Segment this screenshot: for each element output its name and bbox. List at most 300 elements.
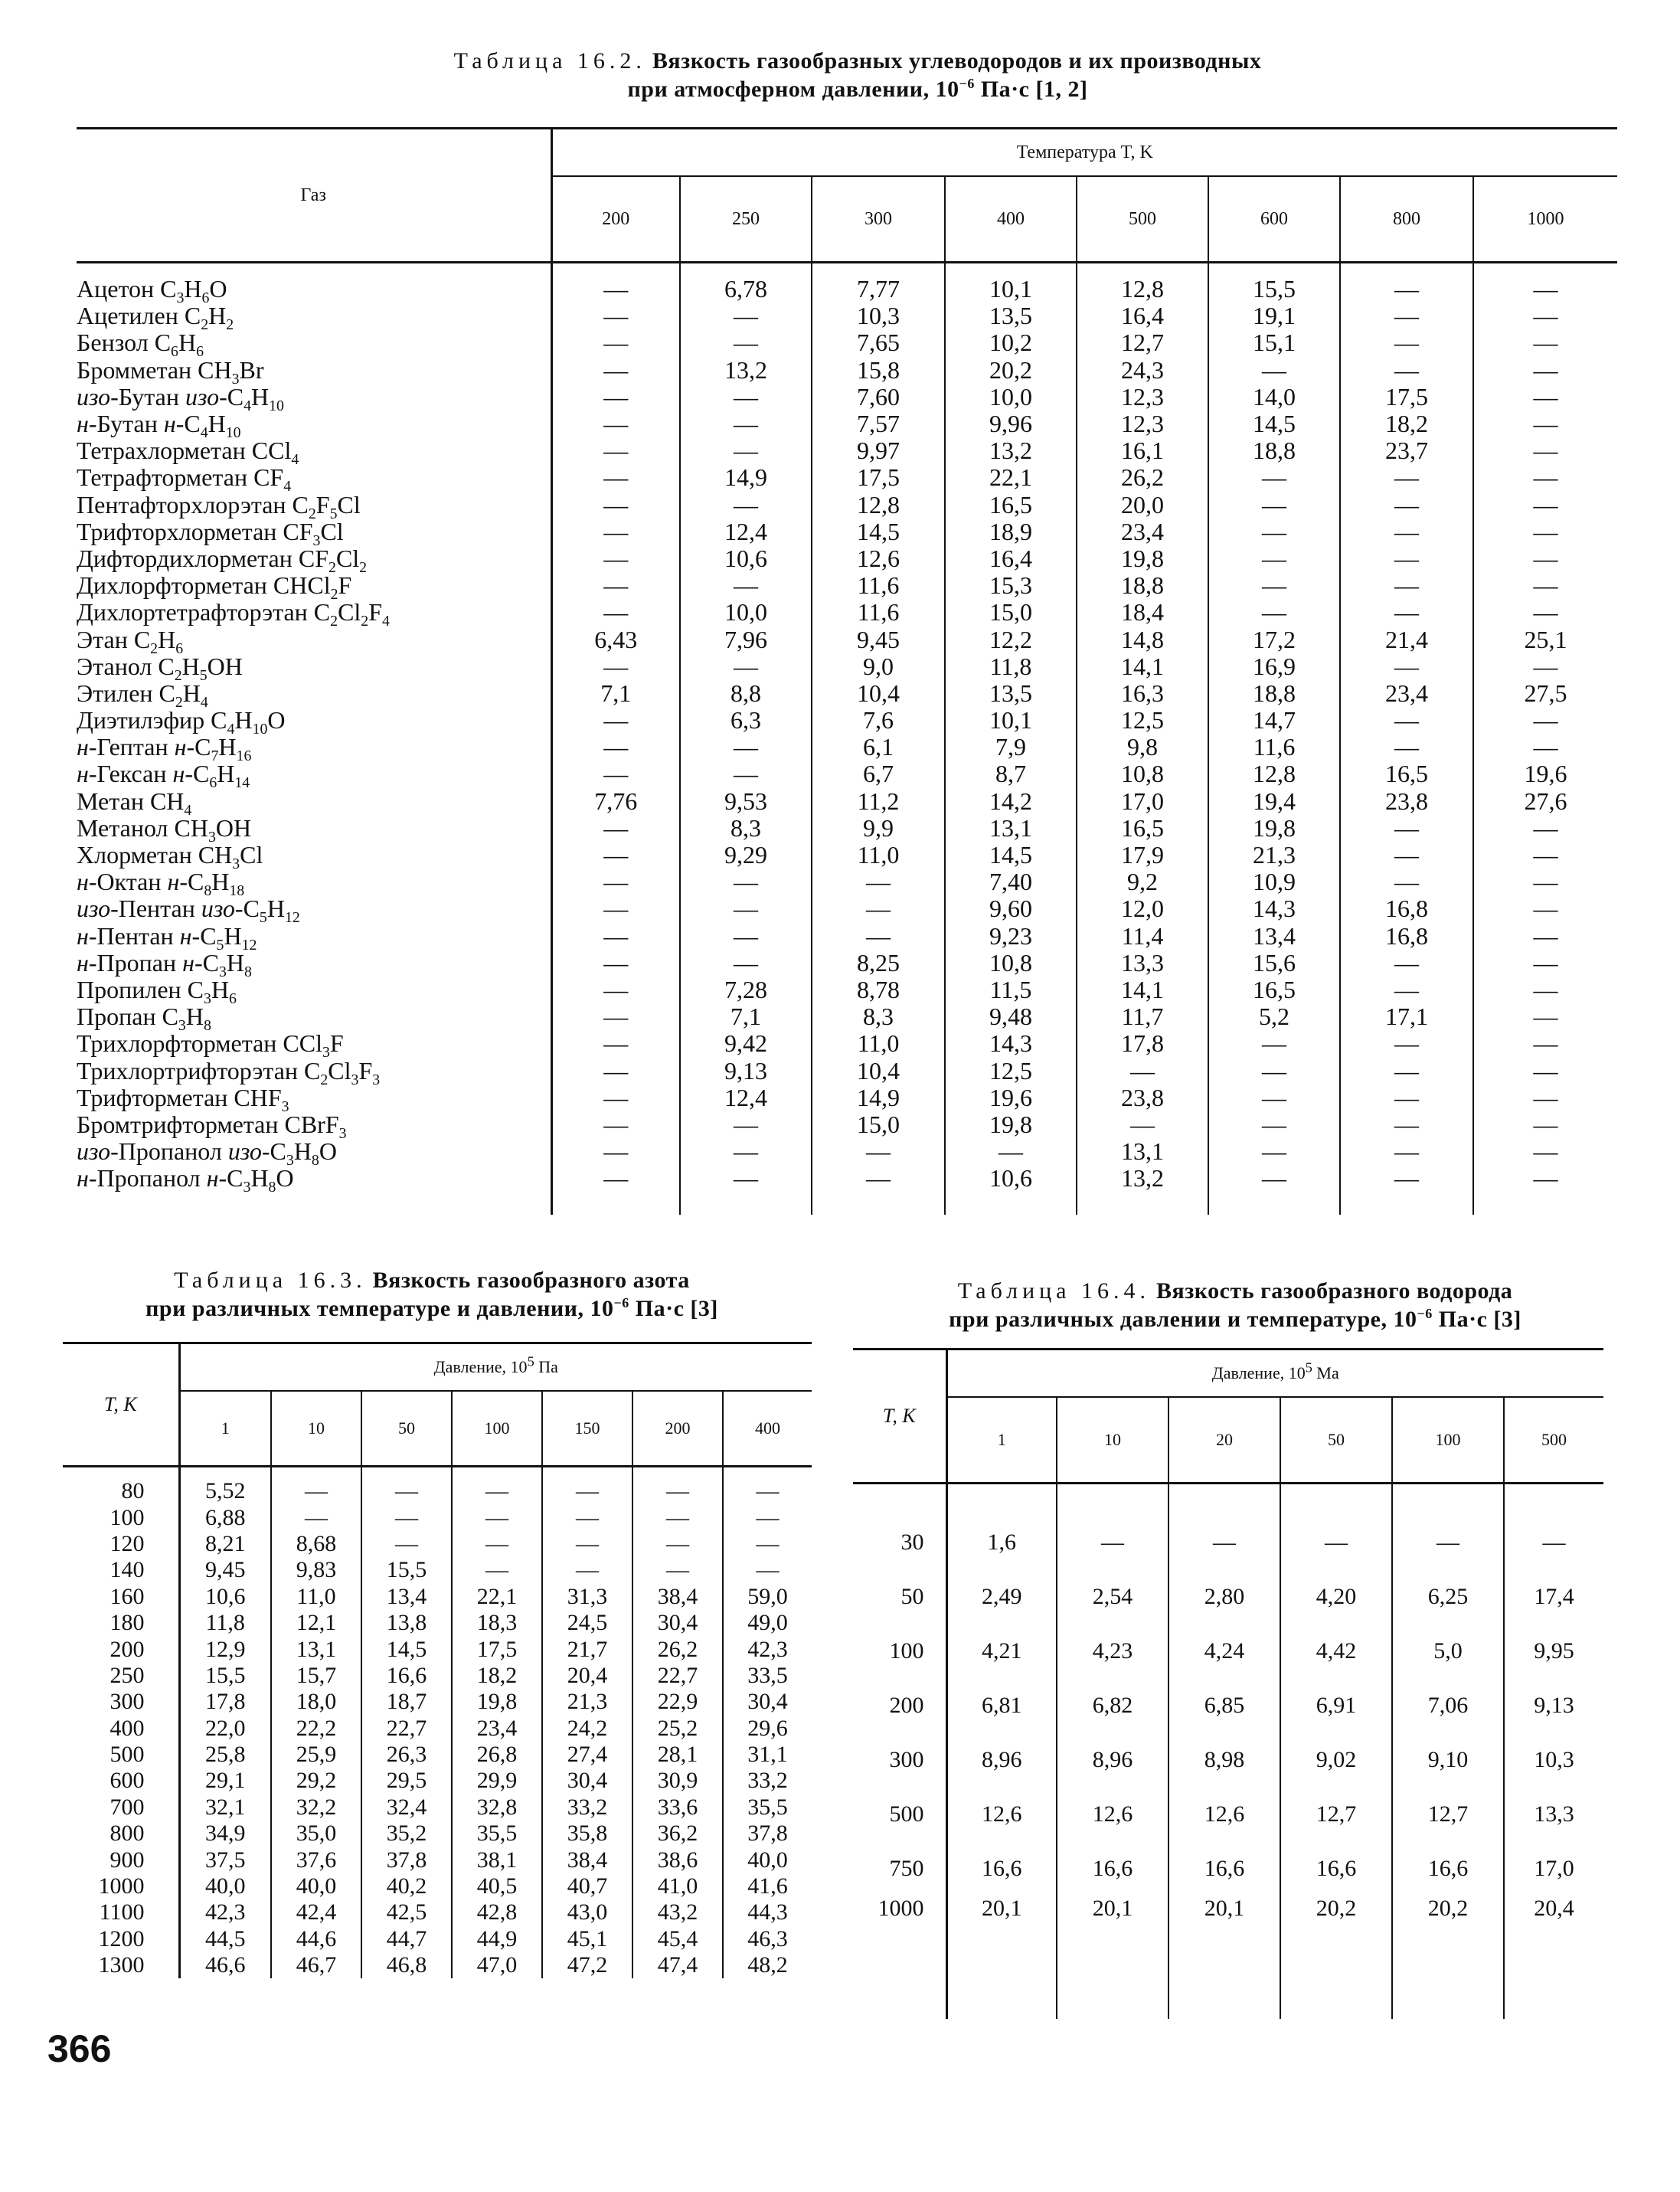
viscosity-value: 12,7 [1077,329,1208,356]
viscosity-value: 43,0 [542,1899,632,1925]
viscosity-value: 10,0 [945,384,1077,411]
gas-name-part: 2 [361,613,369,630]
viscosity-value: 21,3 [1208,842,1340,869]
viscosity-value: — [551,653,680,680]
viscosity-value: — [1533,841,1558,869]
viscosity-value: 14,5 [361,1636,452,1662]
viscosity-value: 28,1 [632,1742,723,1768]
viscosity-value: 22,7 [361,1716,452,1742]
viscosity-value: — [1533,1164,1558,1193]
gas-column-header: Газ [77,129,551,263]
viscosity-value: 8,98 [1168,1732,1280,1787]
viscosity-value: 1,6 [946,1484,1057,1570]
gas-name-part: 4 [244,397,251,414]
viscosity-value: 44,7 [361,1926,452,1952]
gas-name-part: н [77,760,89,788]
viscosity-value: 40,0 [271,1873,361,1899]
viscosity-value: — [551,545,680,572]
viscosity-value: 32,1 [179,1794,271,1821]
gas-name [77,975,551,1007]
viscosity-value: — [1340,707,1473,734]
viscosity-value: — [551,950,680,977]
table-row [77,1111,1617,1138]
viscosity-value: 29,2 [271,1768,361,1794]
viscosity-value: 40,0 [179,1873,271,1899]
viscosity-value: — [1208,357,1340,384]
viscosity-value: — [1340,303,1473,329]
viscosity-value: 16,8 [1340,895,1473,922]
gas-name-part: 5 [259,909,267,927]
viscosity-value: 47,4 [632,1952,723,1978]
table-row [77,599,1617,626]
table-row [77,411,1617,437]
temperature-value: 700 [63,1794,179,1821]
table-row [77,761,1617,787]
viscosity-value: — [1533,1003,1558,1031]
viscosity-value: 9,2 [1077,869,1208,895]
gas-name-part: 2 [174,666,182,684]
gas-name-part: O [319,1137,337,1166]
viscosity-value: 12,4 [680,1085,812,1111]
table-row [77,923,1617,950]
gas-name-part: 2 [320,1071,328,1088]
gas-name-part: Дихлорфторметан CHCl [77,571,331,600]
gas-name-part: H [211,868,230,896]
viscosity-value: 12,7 [1392,1787,1504,1841]
temperature-value: 500 [63,1742,179,1768]
pressure-header: 10 [271,1391,361,1467]
gas-name-part: 8 [204,882,212,900]
viscosity-value: — [1208,1165,1340,1215]
gas-name-part: H [211,975,230,1003]
viscosity-value: 10,3 [812,303,945,329]
viscosity-value: 25,2 [632,1716,723,1742]
gas-name-part: Диэтилэфир C [77,706,227,734]
temperature-header: 600 [1208,176,1340,263]
viscosity-value: 11,6 [812,572,945,599]
viscosity-value: — [1533,921,1558,950]
viscosity-value: 46,7 [271,1952,361,1978]
gas-name-part: н [182,948,194,977]
pressure-header: 100 [1392,1397,1504,1484]
viscosity-value: 23,7 [1340,437,1473,464]
gas-name-part: -C [179,868,204,896]
caption-label: Таблица 16.4. [957,1278,1150,1304]
viscosity-value: 13,1 [271,1636,361,1662]
viscosity-value: — [551,519,680,545]
gas-name-part: 3 [243,1179,251,1196]
gas-name-part: 3 [178,1017,186,1035]
viscosity-value: 41,6 [747,1873,788,1899]
viscosity-value: — [680,1138,812,1165]
viscosity-value: 37,8 [361,1847,452,1873]
gas-name-part: H [182,679,201,707]
viscosity-value: 13,4 [1208,923,1340,950]
viscosity-value: 15,0 [812,1111,945,1138]
table-row [77,492,1617,519]
viscosity-value: — [551,1138,680,1165]
gas-name [77,410,551,441]
viscosity-value: — [1340,572,1473,599]
viscosity-value: 22,2 [271,1716,361,1742]
viscosity-value: 20,4 [542,1663,632,1689]
viscosity-value: 17,2 [1208,626,1340,653]
gas-name [77,1165,551,1215]
viscosity-value: 18,7 [361,1689,452,1715]
viscosity-value: 25,9 [271,1742,361,1768]
gas-name-part: -Бутан [88,410,164,438]
temperature-header: 800 [1340,176,1473,263]
viscosity-value: 25,8 [179,1742,271,1768]
viscosity-value: 20,1 [946,1896,1057,2019]
gas-name-part: 2 [308,505,316,522]
viscosity-value: — [1533,598,1558,627]
viscosity-value: 33,5 [747,1662,788,1688]
viscosity-value: — [551,923,680,950]
viscosity-value: — [1340,329,1473,356]
viscosity-value: — [1077,1057,1208,1084]
viscosity-value: — [756,1530,780,1556]
table-row [63,1504,812,1530]
viscosity-value: 30,4 [747,1689,788,1715]
viscosity-value: — [680,384,812,411]
viscosity-value: — [1533,1029,1558,1058]
pressure-header: 50 [1280,1397,1392,1484]
gas-name-part: -Пропанол [88,1164,207,1193]
viscosity-value: — [632,1504,723,1530]
viscosity-value: 17,0 [1077,788,1208,815]
gas-name-part: -C [191,921,217,950]
temperature-value: 180 [63,1610,179,1636]
viscosity-value: 11,8 [945,653,1077,680]
viscosity-value: — [271,1467,361,1505]
viscosity-value: 38,1 [452,1847,542,1873]
gas-name-part: -C [175,410,201,438]
gas-name-part: 3 [338,1124,347,1142]
viscosity-value: 5,2 [1208,1003,1340,1030]
viscosity-value: 9,10 [1392,1732,1504,1787]
viscosity-value: 14,3 [945,1030,1077,1057]
viscosity-value: 9,48 [945,1003,1077,1030]
table-row [77,464,1617,491]
gas-name-part: Cl [328,1056,351,1085]
viscosity-value: — [551,303,680,329]
viscosity-value: 12,9 [179,1636,271,1662]
gas-name-part: O [276,1164,294,1193]
gas-name-part: H [293,1137,312,1166]
gas-name-part: 12 [284,909,300,927]
gas-name-part: 3 [322,1044,330,1062]
gas-name-part: н [206,1164,219,1193]
viscosity-value: 16,3 [1077,680,1208,707]
pressure-header: 10 [1057,1397,1168,1484]
gas-name-part: F [368,598,383,627]
gas-name [77,437,551,469]
viscosity-value: 32,2 [271,1794,361,1821]
viscosity-value: — [1340,519,1473,545]
viscosity-value: — [452,1557,542,1583]
gas-name-part: -Пропанол [110,1137,228,1166]
viscosity-value: 22,7 [632,1663,723,1689]
viscosity-value: 7,9 [945,734,1077,761]
viscosity-value: 44,5 [179,1926,271,1952]
viscosity-value: 37,6 [271,1847,361,1873]
viscosity-value: 12,6 [1057,1787,1168,1841]
viscosity-value: 27,5 [1524,679,1567,707]
viscosity-value: 12,6 [1168,1787,1280,1841]
viscosity-value: 9,96 [945,411,1077,437]
pressure-header: 200 [632,1391,723,1467]
gas-name [77,517,551,549]
table-16-3-nitrogen-viscosity [63,1342,812,1978]
gas-name-part: OH [215,813,252,842]
viscosity-value: 40,5 [452,1873,542,1899]
table-row [77,680,1617,707]
viscosity-value: 35,5 [747,1794,788,1820]
table-16-2-caption [337,47,1378,103]
viscosity-value: 6,82 [1057,1678,1168,1732]
gas-name-part: н [163,410,176,438]
viscosity-value: — [680,653,812,680]
viscosity-value: 10,4 [812,680,945,707]
viscosity-value: — [1340,599,1473,626]
table-row [77,1057,1617,1084]
viscosity-value: 14,1 [1077,977,1208,1003]
viscosity-value: — [551,1003,680,1030]
viscosity-value: — [1340,950,1473,977]
viscosity-value: — [1340,977,1473,1003]
viscosity-value: — [1533,544,1558,572]
gas-name-part: 8 [203,1017,211,1035]
viscosity-value: 7,1 [551,680,680,707]
table-row [77,572,1617,599]
viscosity-value: — [1340,263,1473,303]
table-row [77,1085,1617,1111]
viscosity-value: — [1340,464,1473,491]
gas-name-part: H [234,706,253,734]
viscosity-value: 20,1 [1057,1896,1168,2019]
viscosity-value: 25,1 [1524,625,1567,653]
gas-name-part: H [217,760,235,788]
viscosity-value: 46,8 [361,1952,452,1978]
gas-name-part: н [174,733,187,761]
viscosity-value: 13,5 [945,680,1077,707]
table-row [63,1821,812,1847]
viscosity-value: 6,3 [680,707,812,734]
viscosity-value: — [632,1467,723,1505]
viscosity-value: — [551,464,680,491]
viscosity-value: 13,3 [1077,950,1208,977]
viscosity-value: 15,0 [945,599,1077,626]
gas-name-part: Бензол C [77,329,172,357]
viscosity-value: — [1340,1111,1473,1138]
temperature-value: 1200 [63,1926,179,1952]
gas-name [77,1137,551,1170]
viscosity-value: — [452,1467,542,1505]
viscosity-value: 42,8 [452,1899,542,1925]
pressure-header: 100 [452,1391,542,1467]
viscosity-value: 14,9 [812,1085,945,1111]
viscosity-value: 8,21 [179,1531,271,1557]
viscosity-value: 7,65 [812,329,945,356]
viscosity-value: — [1280,1484,1392,1570]
viscosity-value: — [812,1165,945,1215]
gas-name-part: -Гексан [88,760,173,788]
viscosity-value: 45,1 [542,1926,632,1952]
viscosity-value: 22,9 [632,1689,723,1715]
viscosity-value: 29,6 [747,1715,788,1741]
gas-name-part: 5 [329,505,338,522]
gas-name-part: 18 [229,882,245,900]
viscosity-value: — [1533,706,1558,734]
gas-name [77,895,551,927]
table-row [63,1899,812,1925]
gas-name [77,679,551,711]
viscosity-value: — [1340,815,1473,842]
viscosity-value: — [1533,948,1558,977]
gas-name-part: 2 [330,613,338,630]
viscosity-value: 16,6 [1280,1841,1392,1896]
viscosity-value: 11,6 [1208,734,1340,761]
gas-name [77,625,551,657]
gas-name-part: 10 [225,424,241,441]
viscosity-value: — [680,869,812,895]
table-row [63,1584,812,1610]
viscosity-value: 44,6 [271,1926,361,1952]
gas-name-part: Бромметан CH [77,355,232,384]
viscosity-value: — [551,492,680,519]
viscosity-value: 13,8 [361,1610,452,1636]
gas-name-part: Пропан C [77,1003,178,1031]
viscosity-value: — [551,437,680,464]
viscosity-value: 27,6 [1524,787,1567,815]
gas-name-part: 2 [330,586,338,604]
viscosity-value: — [551,263,680,303]
temperature-value: 100 [853,1624,946,1678]
viscosity-value: 9,83 [271,1557,361,1583]
viscosity-value: 19,6 [945,1085,1077,1111]
viscosity-value: — [452,1531,542,1557]
viscosity-value: — [1340,842,1473,869]
viscosity-value: 21,3 [542,1689,632,1715]
viscosity-value: 7,6 [812,707,945,734]
caption-title: Вязкость газообразного азота [372,1268,690,1293]
temperature-value: 400 [63,1716,179,1742]
viscosity-value: — [756,1504,780,1530]
viscosity-value: 42,3 [747,1636,788,1662]
viscosity-value: 9,8 [1077,734,1208,761]
viscosity-value: — [1208,1138,1340,1165]
gas-name-part: H [218,733,237,761]
viscosity-value: 8,7 [945,761,1077,787]
viscosity-value: — [551,1165,680,1215]
viscosity-value: 6,78 [680,263,812,303]
viscosity-value: 16,5 [945,492,1077,519]
gas-name [77,1083,551,1115]
gas-name-part: 14 [234,774,250,792]
gas-name-part: н [167,868,180,896]
gas-name-part: 4 [291,451,299,469]
viscosity-value: 17,0 [1534,1855,1574,1881]
gas-name-part: 6 [229,990,237,1007]
viscosity-value: — [1533,329,1558,357]
viscosity-value: 16,5 [1208,977,1340,1003]
gas-name-part: -C [218,1164,244,1193]
gas-name-part: Cl [335,544,360,572]
gas-name-part: 5 [216,936,224,954]
viscosity-value: — [680,895,812,922]
table-row [77,384,1617,411]
viscosity-value: — [1533,410,1558,438]
temperature-header: 200 [551,176,680,263]
table-16-4-body [853,1484,1603,2020]
table-row [77,815,1617,842]
t-column-header: T, K [853,1350,946,1484]
viscosity-value: — [551,572,680,599]
viscosity-value: 35,0 [271,1821,361,1847]
gas-name [77,329,551,361]
viscosity-value: 21,4 [1340,626,1473,653]
gas-name-part: -Гептан [88,733,175,761]
viscosity-value: 9,45 [812,626,945,653]
gas-name [77,652,551,684]
viscosity-value: 19,4 [1208,788,1340,815]
viscosity-value: 9,42 [680,1030,812,1057]
temperature-value: 250 [63,1663,179,1689]
viscosity-value: 26,2 [1077,464,1208,491]
viscosity-value: 40,0 [747,1847,788,1873]
viscosity-value: — [551,734,680,761]
viscosity-value: — [632,1531,723,1557]
viscosity-value: — [1340,545,1473,572]
viscosity-value: 6,25 [1392,1569,1504,1624]
gas-name-part: H [185,1003,204,1031]
gas-name-part: Cl [337,490,361,519]
viscosity-value: 8,78 [812,977,945,1003]
viscosity-value: 15,1 [1208,329,1340,356]
viscosity-value: 8,68 [271,1531,361,1557]
gas-name-part: H [181,652,200,680]
table-row [77,734,1617,761]
gas-name-part: Этанол C [77,652,175,680]
viscosity-value: 19,8 [1208,815,1340,842]
gas-name-part: 3 [231,370,240,388]
gas-name-part: 6 [175,640,184,657]
viscosity-value: 15,6 [1208,950,1340,977]
gas-name-part: -C [261,1137,286,1166]
viscosity-value: 20,2 [1280,1896,1392,2019]
gas-name-part: н [77,733,89,761]
gas-name-part: Cl [320,517,344,545]
gas-name-part: 3 [281,1098,289,1115]
page-number: 366 [47,2027,112,2070]
viscosity-value: — [812,869,945,895]
viscosity-value: 23,4 [1077,519,1208,545]
viscosity-value: 7,57 [812,411,945,437]
gas-name-part: 2 [150,640,159,657]
viscosity-value: 10,8 [945,950,1077,977]
viscosity-value: — [1057,1484,1168,1570]
viscosity-value: — [680,411,812,437]
table-16-4-hydrogen-viscosity [853,1348,1603,2019]
gas-name-part: н [77,410,89,438]
viscosity-value: — [632,1557,723,1583]
temperature-value: 300 [853,1732,946,1787]
viscosity-value: 34,9 [179,1821,271,1847]
viscosity-value: 10,6 [179,1584,271,1610]
viscosity-value: 13,2 [1077,1165,1208,1215]
viscosity-value: 19,6 [1524,760,1567,788]
